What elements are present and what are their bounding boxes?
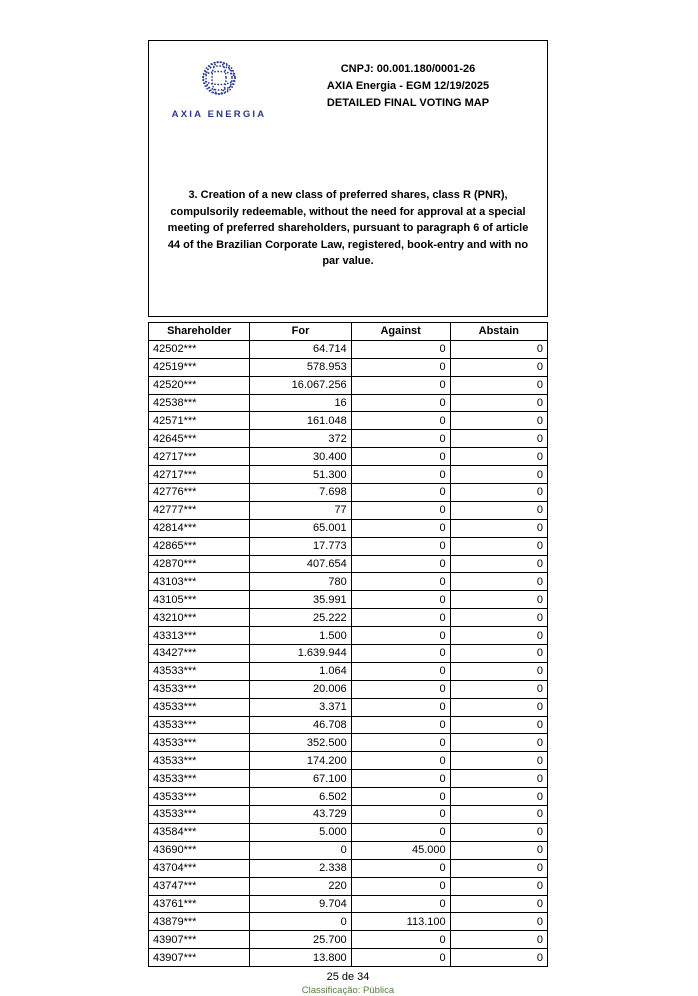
dotted-globe-icon	[196, 57, 242, 104]
against-cell: 0	[351, 537, 450, 555]
for-cell: 1.064	[250, 662, 351, 680]
abstain-cell: 0	[450, 859, 547, 877]
against-cell: 0	[351, 734, 450, 752]
shareholder-cell: 42865***	[149, 537, 250, 555]
abstain-cell: 0	[450, 734, 547, 752]
shareholder-cell: 43427***	[149, 645, 250, 663]
logo-brand-text: AXIA ENERGIA	[171, 109, 267, 120]
shareholder-cell: 43533***	[149, 788, 250, 806]
abstain-cell: 0	[450, 752, 547, 770]
against-cell: 45.000	[351, 841, 450, 859]
table-row	[149, 752, 548, 770]
against-cell: 0	[351, 752, 450, 770]
for-cell: 220	[250, 877, 351, 895]
abstain-cell: 0	[450, 501, 547, 519]
shareholder-cell: 42538***	[149, 394, 250, 412]
shareholder-cell: 43533***	[149, 752, 250, 770]
against-cell: 0	[351, 573, 450, 591]
table-row	[149, 931, 548, 949]
shareholder-cell: 43533***	[149, 662, 250, 680]
shareholder-cell: 43210***	[149, 609, 250, 627]
abstain-cell: 0	[450, 358, 547, 376]
proposal-text: 3. Creation of a new class of preferred shares, class R (PNR), compulsorily redeemable, without the need for approval at a special meeting of preferred shareholders, pursuant to paragraph 6 of article 44 of the Brazilian Corporate Law, registered, book-entry and with no par value.	[167, 189, 529, 267]
header-top	[159, 49, 537, 120]
table-row	[149, 680, 548, 698]
abstain-cell: 0	[450, 662, 547, 680]
header-text-block	[279, 49, 537, 120]
column-header-against: Against	[351, 323, 450, 341]
against-cell: 0	[351, 859, 450, 877]
for-cell: 7.698	[250, 484, 351, 502]
shareholder-cell: 43907***	[149, 931, 250, 949]
table-row	[149, 466, 548, 484]
shareholder-cell: 43747***	[149, 877, 250, 895]
table-row	[149, 788, 548, 806]
table-row	[149, 340, 548, 358]
against-cell: 0	[351, 412, 450, 430]
shareholder-cell: 42776***	[149, 484, 250, 502]
shareholder-cell: 42519***	[149, 358, 250, 376]
shareholder-cell: 43103***	[149, 573, 250, 591]
abstain-cell: 0	[450, 394, 547, 412]
abstain-cell: 0	[450, 412, 547, 430]
shareholder-cell: 43533***	[149, 806, 250, 824]
for-cell: 0	[250, 913, 351, 931]
for-cell: 16	[250, 394, 351, 412]
for-cell: 1.500	[250, 627, 351, 645]
against-cell: 0	[351, 376, 450, 394]
for-cell: 9.704	[250, 895, 351, 913]
for-cell: 174.200	[250, 752, 351, 770]
for-cell: 17.773	[250, 537, 351, 555]
for-cell: 65.001	[250, 519, 351, 537]
shareholder-cell: 43533***	[149, 734, 250, 752]
against-cell: 0	[351, 394, 450, 412]
against-cell: 113.100	[351, 913, 450, 931]
table-row	[149, 573, 548, 591]
shareholder-cell: 43533***	[149, 716, 250, 734]
for-cell: 780	[250, 573, 351, 591]
for-cell: 2.338	[250, 859, 351, 877]
against-cell: 0	[351, 430, 450, 448]
for-cell: 5.000	[250, 823, 351, 841]
against-cell: 0	[351, 627, 450, 645]
abstain-cell: 0	[450, 806, 547, 824]
against-cell: 0	[351, 519, 450, 537]
table-row	[149, 484, 548, 502]
table-row	[149, 555, 548, 573]
against-cell: 0	[351, 609, 450, 627]
against-cell: 0	[351, 877, 450, 895]
abstain-cell: 0	[450, 448, 547, 466]
against-cell: 0	[351, 501, 450, 519]
abstain-cell: 0	[450, 698, 547, 716]
table-row	[149, 698, 548, 716]
table-row	[149, 519, 548, 537]
abstain-cell: 0	[450, 430, 547, 448]
table-row	[149, 448, 548, 466]
abstain-cell: 0	[450, 841, 547, 859]
shareholder-cell: 42717***	[149, 466, 250, 484]
abstain-cell: 0	[450, 895, 547, 913]
abstain-cell: 0	[450, 555, 547, 573]
against-cell: 0	[351, 448, 450, 466]
shareholder-cell: 42571***	[149, 412, 250, 430]
table-row	[149, 949, 548, 967]
shareholder-cell: 43907***	[149, 949, 250, 967]
shareholder-cell: 43690***	[149, 841, 250, 859]
for-cell: 43.729	[250, 806, 351, 824]
abstain-cell: 0	[450, 519, 547, 537]
against-cell: 0	[351, 770, 450, 788]
shareholder-cell: 43533***	[149, 680, 250, 698]
against-cell: 0	[351, 555, 450, 573]
abstain-cell: 0	[450, 949, 547, 967]
against-cell: 0	[351, 788, 450, 806]
classification-label: Classificação: Pública	[301, 985, 395, 996]
for-cell: 46.708	[250, 716, 351, 734]
for-cell: 67.100	[250, 770, 351, 788]
abstain-cell: 0	[450, 645, 547, 663]
cnpj-line: CNPJ: 00.001.180/0001-26	[340, 63, 476, 75]
against-cell: 0	[351, 466, 450, 484]
table-row	[149, 591, 548, 609]
abstain-cell: 0	[450, 877, 547, 895]
shareholder-cell: 43313***	[149, 627, 250, 645]
for-cell: 16.067.256	[250, 376, 351, 394]
table-row	[149, 859, 548, 877]
table-row	[149, 877, 548, 895]
abstain-cell: 0	[450, 931, 547, 949]
against-cell: 0	[351, 806, 450, 824]
abstain-cell: 0	[450, 770, 547, 788]
column-header-shareholder: Shareholder	[149, 323, 250, 341]
table-row	[149, 609, 548, 627]
for-cell: 3.371	[250, 698, 351, 716]
abstain-cell: 0	[450, 609, 547, 627]
against-cell: 0	[351, 591, 450, 609]
shareholder-cell: 43704***	[149, 859, 250, 877]
table-row	[149, 376, 548, 394]
shareholder-cell: 42645***	[149, 430, 250, 448]
for-cell: 0	[250, 841, 351, 859]
table-row	[149, 662, 548, 680]
meeting-line: AXIA Energia - EGM 12/19/2025	[326, 80, 490, 93]
against-cell: 0	[351, 823, 450, 841]
table-row	[149, 734, 548, 752]
abstain-cell: 0	[450, 340, 547, 358]
against-cell: 0	[351, 949, 450, 967]
shareholder-cell: 43533***	[149, 698, 250, 716]
for-cell: 77	[250, 501, 351, 519]
table-row	[149, 537, 548, 555]
abstain-cell: 0	[450, 716, 547, 734]
abstain-cell: 0	[450, 376, 547, 394]
abstain-cell: 0	[450, 788, 547, 806]
table-row	[149, 627, 548, 645]
table-row	[149, 895, 548, 913]
shareholder-cell: 42814***	[149, 519, 250, 537]
table-row	[149, 770, 548, 788]
against-cell: 0	[351, 645, 450, 663]
shareholder-cell: 42777***	[149, 501, 250, 519]
table-row	[149, 806, 548, 824]
voting-table-body	[149, 340, 548, 966]
for-cell: 35.991	[250, 591, 351, 609]
against-cell: 0	[351, 931, 450, 949]
shareholder-cell: 42520***	[149, 376, 250, 394]
abstain-cell: 0	[450, 913, 547, 931]
for-cell: 25.700	[250, 931, 351, 949]
table-row	[149, 841, 548, 859]
shareholder-cell: 43105***	[149, 591, 250, 609]
abstain-cell: 0	[450, 627, 547, 645]
shareholder-cell: 43879***	[149, 913, 250, 931]
table-row	[149, 394, 548, 412]
abstain-cell: 0	[450, 591, 547, 609]
against-cell: 0	[351, 484, 450, 502]
abstain-cell: 0	[450, 466, 547, 484]
table-row	[149, 412, 548, 430]
for-cell: 25.222	[250, 609, 351, 627]
for-cell: 352.500	[250, 734, 351, 752]
against-cell: 0	[351, 895, 450, 913]
shareholder-cell: 42502***	[149, 340, 250, 358]
against-cell: 0	[351, 662, 450, 680]
table-row	[149, 358, 548, 376]
abstain-cell: 0	[450, 680, 547, 698]
table-header-row	[149, 323, 548, 341]
shareholder-cell: 42870***	[149, 555, 250, 573]
for-cell: 20.006	[250, 680, 351, 698]
against-cell: 0	[351, 340, 450, 358]
for-cell: 64.714	[250, 340, 351, 358]
table-row	[149, 645, 548, 663]
abstain-cell: 0	[450, 823, 547, 841]
shareholder-cell: 43584***	[149, 823, 250, 841]
table-row	[149, 823, 548, 841]
company-logo	[159, 49, 279, 120]
column-header-for: For	[250, 323, 351, 341]
document-page	[148, 40, 548, 996]
abstain-cell: 0	[450, 484, 547, 502]
abstain-cell: 0	[450, 537, 547, 555]
abstain-cell: 0	[450, 573, 547, 591]
header-box	[148, 40, 548, 317]
for-cell: 51.300	[250, 466, 351, 484]
table-row	[149, 430, 548, 448]
against-cell: 0	[351, 680, 450, 698]
for-cell: 1.639.944	[250, 645, 351, 663]
for-cell: 30.400	[250, 448, 351, 466]
shareholder-cell: 43533***	[149, 770, 250, 788]
page-number: 25 de 34	[326, 971, 370, 984]
against-cell: 0	[351, 716, 450, 734]
against-cell: 0	[351, 698, 450, 716]
table-row	[149, 501, 548, 519]
for-cell: 13.800	[250, 949, 351, 967]
voting-table	[148, 322, 548, 967]
column-header-abstain: Abstain	[450, 323, 547, 341]
document-title: DETAILED FINAL VOTING MAP	[326, 97, 490, 110]
for-cell: 6.502	[250, 788, 351, 806]
for-cell: 372	[250, 430, 351, 448]
shareholder-cell: 42717***	[149, 448, 250, 466]
table-row	[149, 716, 548, 734]
for-cell: 578.953	[250, 358, 351, 376]
shareholder-cell: 43761***	[149, 895, 250, 913]
table-row	[149, 913, 548, 931]
for-cell: 407.654	[250, 555, 351, 573]
for-cell: 161.048	[250, 412, 351, 430]
against-cell: 0	[351, 358, 450, 376]
